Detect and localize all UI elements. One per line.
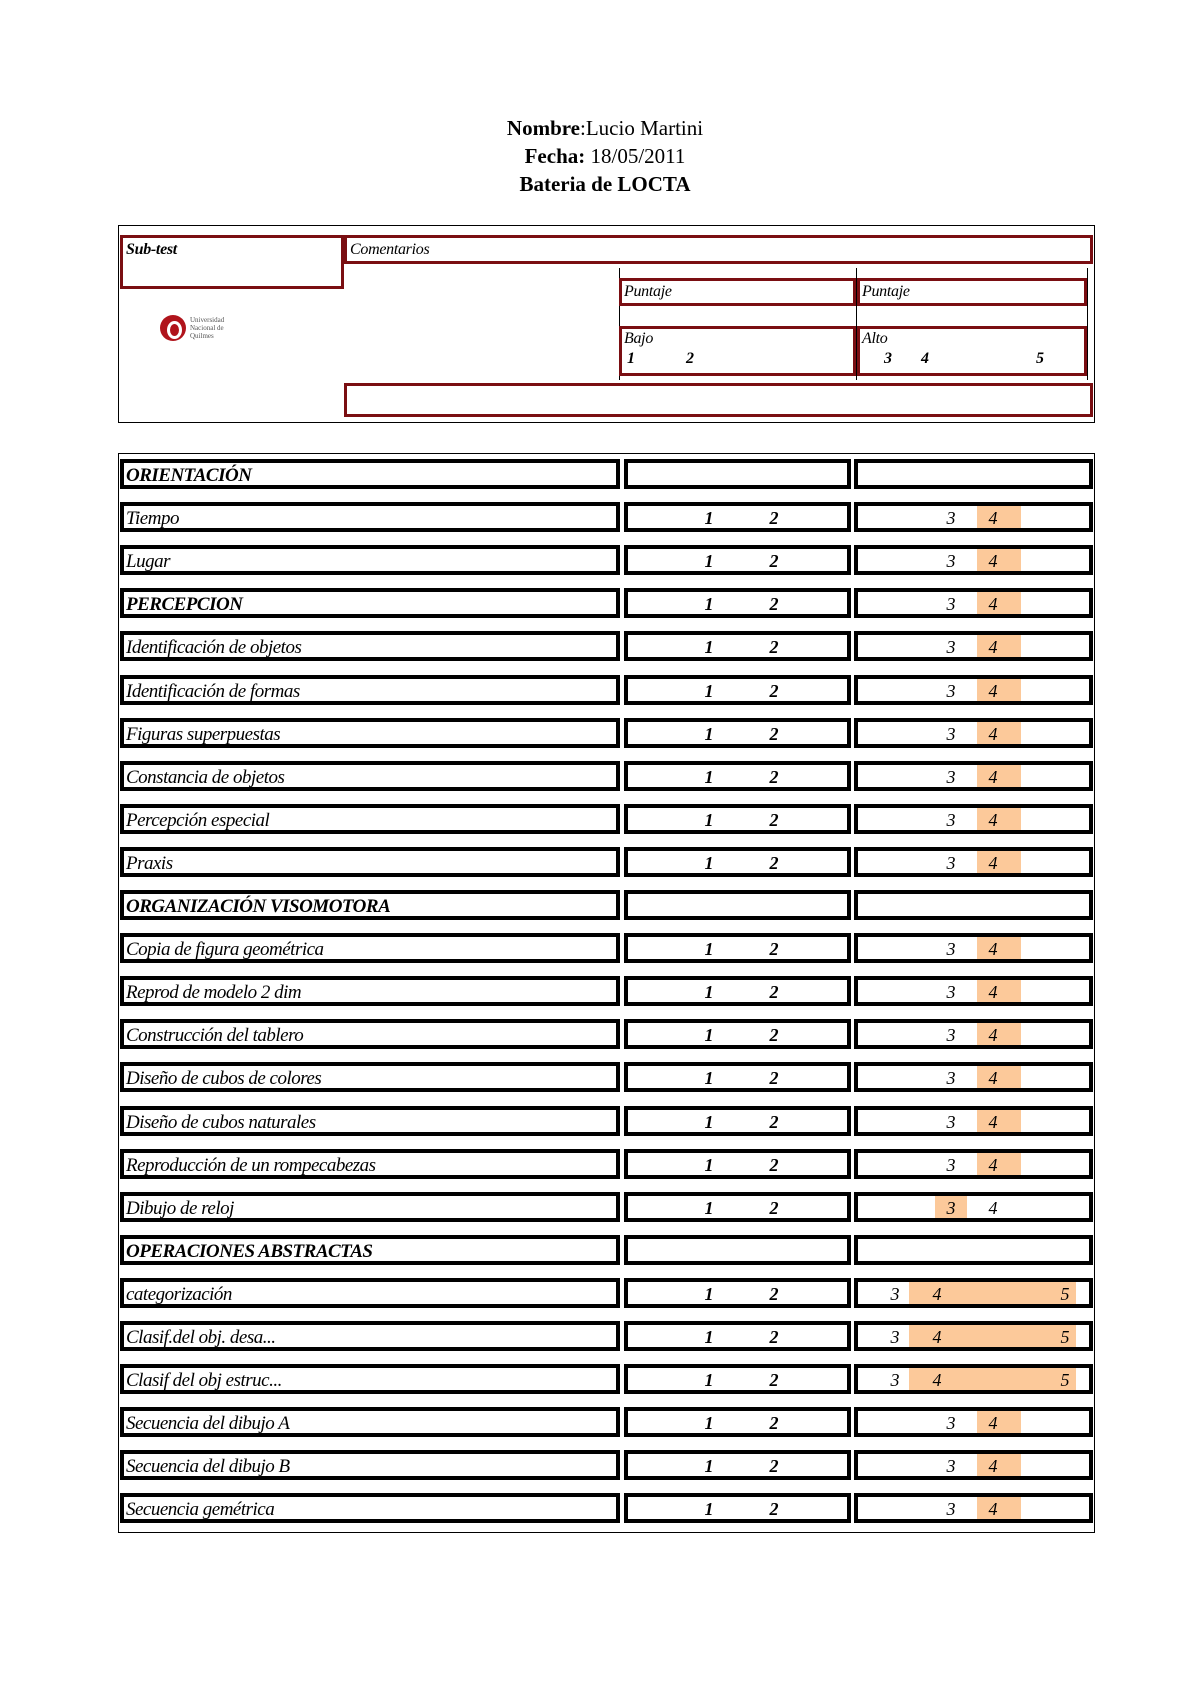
score-1[interactable]: 1 [704,594,714,615]
score-3[interactable]: 3 [946,1456,956,1477]
score-2[interactable]: 2 [769,1111,779,1132]
table-row [118,929,1095,965]
score-1[interactable]: 1 [704,809,714,830]
subtest-cell [120,976,620,1006]
subtest-label: Identificación de formas [126,680,300,702]
score-4[interactable]: 4 [988,680,998,701]
score-4[interactable]: 4 [988,809,998,830]
subtest-label: Construcción del tablero [126,1025,304,1047]
battery-title: Bateria de LOCTA [519,172,691,196]
subtest-cell [120,1192,620,1222]
subtest-cell [120,804,620,834]
table-row [118,1102,1095,1138]
score-4[interactable]: 4 [988,766,998,787]
score-4[interactable]: 4 [988,1413,998,1434]
table-row [118,627,1095,663]
score-1[interactable]: 1 [704,1197,714,1218]
high-score-cell[interactable] [854,1106,1093,1136]
score-3[interactable]: 3 [946,852,956,873]
score-1[interactable]: 1 [704,982,714,1003]
score-1[interactable]: 1 [704,637,714,658]
score-1[interactable]: 1 [704,939,714,960]
score-2[interactable]: 2 [769,766,779,787]
low-score-cell[interactable] [624,890,851,920]
score-1[interactable]: 1 [704,766,714,787]
score-3[interactable]: 3 [946,637,956,658]
table-row [118,886,1095,922]
subtest-label: Secuencia gemétrica [126,1499,275,1521]
date-label: Fecha: [524,144,586,168]
subtest-cell [120,1321,620,1351]
subtest-cell [120,1278,620,1308]
table-row [118,1489,1095,1525]
low-score-cell[interactable] [624,976,851,1006]
table-row [118,498,1095,534]
score-1[interactable]: 1 [704,852,714,873]
subtest-label: Dibujo de reloj [126,1197,234,1219]
high-score-cell[interactable] [854,675,1093,705]
score-2[interactable]: 2 [769,1025,779,1046]
high-score-cell[interactable] [854,1450,1093,1480]
table-row [118,455,1095,491]
table-row [118,972,1095,1008]
score-1[interactable]: 1 [704,723,714,744]
subtest-label: Tiempo [126,508,179,530]
score-2[interactable]: 2 [769,1068,779,1089]
logo-text: Universidad Nacional de Quilmes [190,316,225,340]
score-2[interactable]: 2 [769,1154,779,1175]
low-score-cell[interactable] [624,545,851,575]
score-4[interactable]: 4 [988,1025,998,1046]
score-1[interactable]: 1 [704,551,714,572]
score-3[interactable]: 3 [946,1197,956,1218]
score-4[interactable]: 4 [932,1370,942,1391]
score-1[interactable]: 1 [704,1283,714,1304]
score-3[interactable]: 3 [946,766,956,787]
university-logo-icon [160,315,186,341]
subtest-label: Constancia de objetos [126,766,285,788]
high-score-cell[interactable] [854,1019,1093,1049]
table-row [118,1317,1095,1353]
low-score-cell[interactable] [624,1106,851,1136]
alto-score-4: 4 [921,350,929,367]
high-score-cell[interactable] [854,1278,1093,1308]
subtest-cell [120,545,620,575]
score-1[interactable]: 1 [704,1456,714,1477]
subtest-label: Diseño de cubos de colores [126,1068,322,1090]
high-score-cell[interactable] [854,976,1093,1006]
score-4[interactable]: 4 [988,1197,998,1218]
score-1[interactable]: 1 [704,1413,714,1434]
subtest-label: Sub-test [126,241,177,258]
table-row [118,1446,1095,1482]
subtest-label: Secuencia del dibujo A [126,1413,290,1435]
table-row [118,1231,1095,1267]
subtest-cell [120,502,620,532]
bajo-score-1: 1 [627,350,635,367]
bajo-score-2: 2 [686,350,694,367]
table-row [118,1145,1095,1181]
low-score-cell[interactable] [624,1149,851,1179]
score-5[interactable]: 5 [1060,1327,1070,1347]
low-score-cell[interactable] [624,804,851,834]
low-score-cell[interactable] [624,1321,851,1351]
table-row [118,541,1095,577]
date-value: 18/05/2011 [585,144,686,168]
low-score-cell[interactable] [624,1450,851,1480]
score-2[interactable]: 2 [769,551,779,572]
low-score-cell[interactable] [624,588,851,618]
puntaje-high-label: Puntaje [862,283,910,300]
high-score-cell[interactable] [854,1407,1093,1437]
score-1[interactable]: 1 [704,1025,714,1046]
score-2[interactable]: 2 [769,594,779,615]
score-3[interactable]: 3 [890,1327,900,1347]
score-4[interactable]: 4 [988,1456,998,1477]
subtest-cell [120,1364,620,1394]
score-2[interactable]: 2 [769,1456,779,1477]
subtest-label: PERCEPCION [126,594,243,616]
high-score-cell[interactable] [854,1149,1093,1179]
low-score-cell[interactable] [624,1192,851,1222]
subtest-label: Lugar [126,551,170,573]
university-logo [160,315,240,341]
table-row [118,1188,1095,1224]
high-score-cell[interactable] [854,1321,1093,1351]
score-3[interactable]: 3 [946,551,956,572]
name-line [0,114,1200,142]
subtest-label: Praxis [126,852,173,874]
subtest-cell [120,459,620,489]
score-3[interactable]: 3 [946,982,956,1003]
high-score-cell[interactable] [854,1062,1093,1092]
high-score-cell[interactable] [854,459,1093,489]
subtest-cell [120,890,620,920]
score-3[interactable]: 3 [946,1413,956,1434]
score-3[interactable]: 3 [890,1283,900,1304]
score-2[interactable]: 2 [769,1370,779,1391]
high-score-cell[interactable] [854,847,1093,877]
subtest-label: OPERACIONES ABSTRACTAS [126,1240,373,1262]
subtest-cell [120,1019,620,1049]
table-row [118,714,1095,750]
low-score-cell[interactable] [624,847,851,877]
score-1[interactable]: 1 [704,1068,714,1089]
table-row [118,671,1095,707]
high-score-cell[interactable] [854,718,1093,748]
score-3[interactable]: 3 [946,508,956,529]
score-4[interactable]: 4 [932,1327,942,1347]
score-3[interactable]: 3 [946,939,956,960]
score-4[interactable]: 4 [988,594,998,615]
subtest-label: Reprod de modelo 2 dim [126,982,302,1004]
puntaje-low-label: Puntaje [624,283,672,300]
score-4[interactable]: 4 [988,939,998,960]
score-3[interactable]: 3 [946,1068,956,1089]
subtest-cell [120,1149,620,1179]
score-4[interactable]: 4 [988,1068,998,1089]
low-score-cell[interactable] [624,459,851,489]
low-score-cell[interactable] [624,1493,851,1523]
score-3[interactable]: 3 [946,1499,956,1520]
table-row [118,843,1095,879]
high-score-cell[interactable] [854,761,1093,791]
score-2[interactable]: 2 [769,852,779,873]
low-score-cell[interactable] [624,1235,851,1265]
high-score-cell[interactable] [854,588,1093,618]
score-4[interactable]: 4 [988,637,998,658]
low-score-cell[interactable] [624,933,851,963]
low-score-cell[interactable] [624,1278,851,1308]
subtest-cell [120,761,620,791]
score-3[interactable]: 3 [946,1025,956,1046]
low-score-cell[interactable] [624,761,851,791]
score-3[interactable]: 3 [890,1370,900,1391]
comments-label: Comentarios [350,241,430,258]
score-4[interactable]: 4 [988,852,998,873]
table-row [118,1274,1095,1310]
table-row [118,1360,1095,1396]
alto-label: Alto [862,330,888,347]
alto-score-5: 5 [1036,350,1044,367]
score-3[interactable]: 3 [946,680,956,701]
high-score-cell[interactable] [854,1364,1093,1394]
high-score-cell[interactable] [854,1493,1093,1523]
comments-box[interactable] [344,235,1093,264]
subtest-label: categorización [126,1283,232,1305]
subtest-cell [120,1493,620,1523]
name-value: :Lucio Martini [580,116,704,140]
score-2[interactable]: 2 [769,1413,779,1434]
alto-score-3: 3 [884,350,892,367]
subtest-cell [120,1062,620,1092]
subtest-label: Percepción especial [126,809,270,831]
score-3[interactable]: 3 [946,723,956,744]
table-row [118,1058,1095,1094]
score-3[interactable]: 3 [946,1154,956,1175]
score-2[interactable]: 2 [769,809,779,830]
score-2[interactable]: 2 [769,1327,779,1347]
low-score-cell[interactable] [624,675,851,705]
table-row [118,584,1095,620]
date-line [0,142,1200,170]
score-1[interactable]: 1 [704,508,714,529]
low-score-cell[interactable] [624,502,851,532]
subtest-cell [120,718,620,748]
table-row [118,1015,1095,1051]
score-2[interactable]: 2 [769,637,779,658]
score-2[interactable]: 2 [769,1499,779,1520]
subtest-cell [120,847,620,877]
table-row [118,800,1095,836]
score-4[interactable]: 4 [988,1499,998,1520]
score-4[interactable]: 4 [988,723,998,744]
subtest-cell [120,631,620,661]
score-3[interactable]: 3 [946,594,956,615]
high-score-cell[interactable] [854,631,1093,661]
high-score-cell[interactable] [854,804,1093,834]
subtest-label: Secuencia del dibujo B [126,1456,290,1478]
subtest-cell [120,1106,620,1136]
score-4[interactable]: 4 [988,551,998,572]
high-score-cell[interactable] [854,933,1093,963]
subtest-label: ORGANIZACIÓN VISOMOTORA [126,896,391,917]
bajo-label: Bajo [624,330,654,347]
table-row [118,757,1095,793]
score-5[interactable]: 5 [1060,1370,1070,1391]
score-2[interactable]: 2 [769,680,779,701]
score-1[interactable]: 1 [704,1154,714,1175]
score-2[interactable]: 2 [769,508,779,529]
subtest-cell [120,588,620,618]
subtest-label: Identificación de objetos [126,637,302,659]
score-3[interactable]: 3 [946,809,956,830]
score-1[interactable]: 1 [704,1370,714,1391]
subtest-label: Diseño de cubos naturales [126,1111,316,1133]
title-block [0,114,1200,198]
score-1[interactable]: 1 [704,1327,714,1347]
low-score-cell[interactable] [624,1364,851,1394]
score-3[interactable]: 3 [946,1111,956,1132]
high-score-cell[interactable] [854,1235,1093,1265]
bajo-box [619,326,856,376]
notes-box[interactable] [344,383,1093,417]
low-score-cell[interactable] [624,1407,851,1437]
high-score-cell[interactable] [854,1192,1093,1222]
score-4[interactable]: 4 [988,982,998,1003]
score-4[interactable]: 4 [932,1283,942,1304]
score-2[interactable]: 2 [769,982,779,1003]
high-score-cell[interactable] [854,545,1093,575]
score-4[interactable]: 4 [988,1111,998,1132]
table-row [118,1403,1095,1439]
name-label: Nombre [506,116,581,140]
score-2[interactable]: 2 [769,1197,779,1218]
subtest-cell [120,1407,620,1437]
subtest-label: Clasif.del obj. desa... [126,1327,276,1348]
score-5[interactable]: 5 [1060,1283,1070,1304]
subtest-cell [120,1235,620,1265]
score-1[interactable]: 1 [704,1499,714,1520]
subtest-cell [120,675,620,705]
low-score-cell[interactable] [624,1019,851,1049]
subtest-cell [120,933,620,963]
score-1[interactable]: 1 [704,1111,714,1132]
score-4[interactable]: 4 [988,1154,998,1175]
score-2[interactable]: 2 [769,1283,779,1304]
low-score-cell[interactable] [624,718,851,748]
subtest-label: Figuras superpuestas [126,723,281,745]
high-score-cell[interactable] [854,502,1093,532]
score-4[interactable]: 4 [988,508,998,529]
subtest-cell [120,1450,620,1480]
subtest-label: Copia de figura geométrica [126,939,324,961]
score-1[interactable]: 1 [704,680,714,701]
low-score-cell[interactable] [624,631,851,661]
subtest-label: Clasif del obj estruc... [126,1370,282,1392]
divider [1087,268,1088,380]
high-score-cell[interactable] [854,890,1093,920]
subtest-label: Reproducción de un rompecabezas [126,1154,376,1176]
score-2[interactable]: 2 [769,939,779,960]
subtest-label: ORIENTACIÓN [126,465,252,486]
low-score-cell[interactable] [624,1062,851,1092]
score-2[interactable]: 2 [769,723,779,744]
